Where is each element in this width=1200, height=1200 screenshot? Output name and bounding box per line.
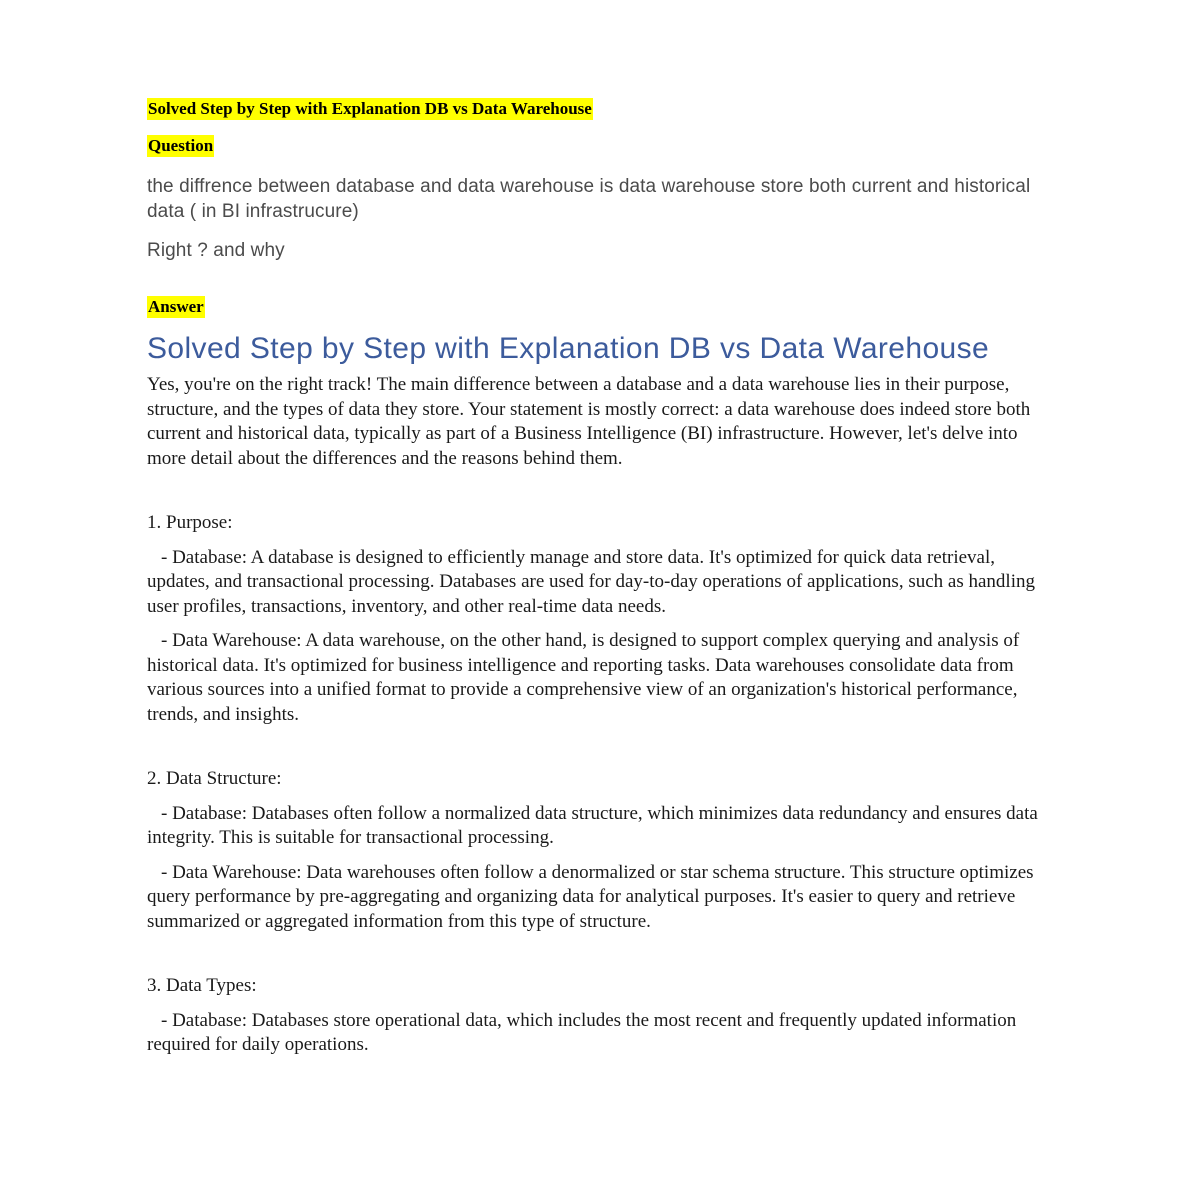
document-title-highlight: Solved Step by Step with Explanation DB vs Data Warehouse: [148, 99, 592, 118]
section-3-item-1: - Database: Databases store operational data, which includes the most recent and frequently updated information required for daily operations.: [147, 1009, 1017, 1055]
question-paragraph: the diffrence between database and data warehouse is data warehouse store both current and historical data ( in BI infrastrucure): [147, 176, 1031, 222]
spacer: [147, 263, 1059, 297]
section-2-item-1: - Database: Databases often follow a normalized data structure, which minimizes data redundancy and ensures data integrity. This is suitable for transactional processing.: [147, 802, 1038, 848]
answer-label: [147, 297, 1059, 317]
question-followup: Right ? and why: [147, 240, 285, 261]
spacer: [147, 471, 1059, 511]
spacer: [147, 156, 1059, 174]
section-1-item-2: - Data Warehouse: A data warehouse, on the other hand, is designed to support complex querying and analysis of historical data. It's optimized for business intelligence and reporting tasks. Data warehouses consolidate data from various sources into a unified format to provide a comprehensive view of an organization's historical performance, trends, and insights.: [147, 630, 1020, 725]
section-heading-2: 2. Data Structure:: [147, 768, 282, 789]
spacer: [147, 224, 1059, 238]
spacer: [147, 934, 1059, 974]
section-heading-1: 1. Purpose:: [147, 512, 233, 533]
answer-intro-paragraph: Yes, you're on the right track! The main difference between a database and a data warehouse lies in their purpose, structure, and the types of data they store. Your statement is mostly correct: a data warehouse does indeed store both current and historical data, typically as part of a Business Intelligence (BI) infrastructure. However, let's delve into more detail about the differences and the reasons behind them.: [147, 374, 1031, 469]
section-1-item-1: - Database: A database is designed to efficiently manage and store data. It's optimized for quick data retrieval, updates, and transactional processing. Databases are used for day-to-day operations of applications, such as handling user profiles, transactions, inventory, and other real-time data needs.: [147, 546, 1035, 617]
spacer: [147, 727, 1059, 767]
spacer: [147, 317, 1059, 331]
document-content: [147, 99, 1059, 1058]
question-label: [147, 136, 1059, 156]
section-2-item-2: - Data Warehouse: Data warehouses often follow a denormalized or star schema structure. This structure optimizes query performance by pre-aggregating and organizing data for analytical purposes. It's easier to query and retrieve summarized or aggregated information from this type of structure.: [147, 861, 1034, 932]
spacer: [147, 851, 1059, 861]
question-label-highlight: Question: [148, 136, 214, 155]
spacer: [147, 536, 1059, 546]
spacer: [147, 792, 1059, 802]
answer-label-highlight: Answer: [148, 297, 204, 316]
spacer: [147, 619, 1059, 629]
document-title: [147, 99, 1059, 119]
answer-heading: Solved Step by Step with Explanation DB vs Data Warehouse: [147, 332, 990, 365]
section-heading-3: 3. Data Types:: [147, 975, 257, 996]
spacer: [147, 999, 1059, 1009]
